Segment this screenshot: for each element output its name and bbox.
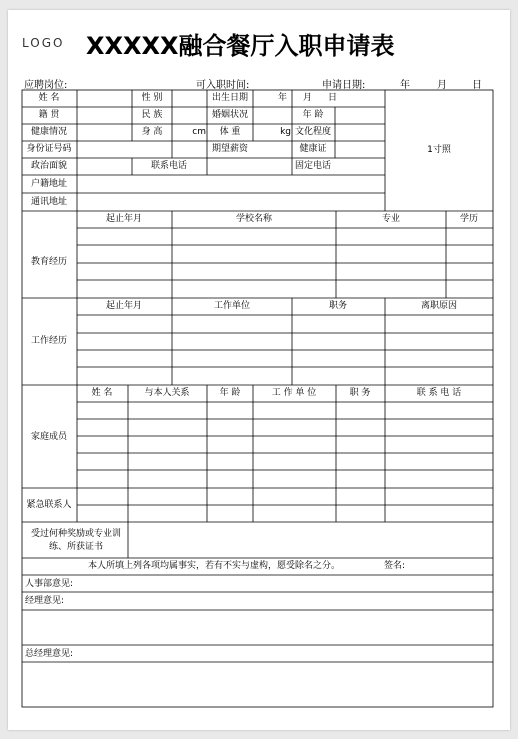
birth-day-label: 日 [328,93,338,103]
phone-label: 联系电话 [150,161,188,171]
signature-label: 签名: [384,561,406,571]
edu-header-period: 起止年月 [105,214,143,224]
native-place-label: 籍 贯 [38,110,60,120]
apply-day: 日 [472,80,482,91]
work-section-label: 工作经历 [30,336,68,346]
edu-header-degree: 学历 [459,214,479,224]
health-cert-label: 健康证 [299,144,327,154]
family-header-phone: 联 系 电 话 [416,388,462,398]
gender-label: 性 别 [141,93,163,103]
education-level-label: 文化程度 [294,127,332,137]
photo-placeholder: 1寸照 [427,145,451,155]
work-header-reason: 离职原因 [420,301,458,311]
family-header-company: 工 作 单 位 [271,388,317,398]
apply-month: 月 [437,80,447,91]
edu-header-school: 学校名称 [235,214,273,224]
start-time-label: 可入职时间: [196,80,250,91]
declaration-text: 本人所填上列各项均属事实，若有不实与虚构，愿受除名之分。 [88,561,341,571]
birth-date-label: 出生日期 [211,93,249,103]
kg-unit: kg [280,127,291,137]
form-title: XXXXX融合餐厅入职申请表 [86,32,395,60]
gm-opinion-label: 总经理意见: [25,649,74,659]
name-label: 姓 名 [38,93,60,103]
position-label: 应聘岗位: [24,80,68,91]
birth-month-label: 月 [303,93,313,103]
mailing-label: 通讯地址 [30,197,68,207]
work-header-position: 职务 [328,301,348,311]
work-header-company: 工作单位 [213,301,251,311]
family-header-name: 姓 名 [91,388,113,398]
edu-header-major: 专业 [381,214,401,224]
family-section-label: 家庭成员 [30,432,68,442]
expected-salary-label: 期望薪资 [211,144,249,154]
logo-text: LOGO [22,36,65,50]
health-label: 健康情况 [30,127,68,137]
awards-label-line1: 受过何种奖励或专业训 [30,529,122,539]
household-label: 户籍地址 [30,179,68,189]
emergency-contact-label: 紧急联系人 [26,500,72,510]
awards-label-line2: 练、所获证书 [48,542,104,552]
apply-year: 年 [400,80,410,91]
age-label: 年 龄 [302,110,324,120]
hr-opinion-label: 人事部意见: [25,579,74,589]
family-header-age: 年 龄 [219,388,241,398]
political-label: 政治面貌 [30,161,68,171]
ethnicity-label: 民 族 [141,110,163,120]
family-header-position: 职 务 [349,388,371,398]
height-label: 身 高 [141,127,163,137]
cm-unit: cm [192,127,206,137]
marital-label: 婚姻状况 [211,110,249,120]
apply-date-label: 申请日期: [322,80,366,91]
education-section-label: 教育经历 [30,257,68,267]
manager-opinion-label: 经理意见: [25,596,65,606]
weight-label: 体 重 [219,127,241,137]
birth-year-label: 年 [278,93,288,103]
work-header-period: 起止年月 [105,301,143,311]
landline-label: 固定电话 [294,161,332,171]
family-header-relation: 与本人关系 [144,388,190,398]
id-number-label: 身份证号码 [26,144,72,154]
